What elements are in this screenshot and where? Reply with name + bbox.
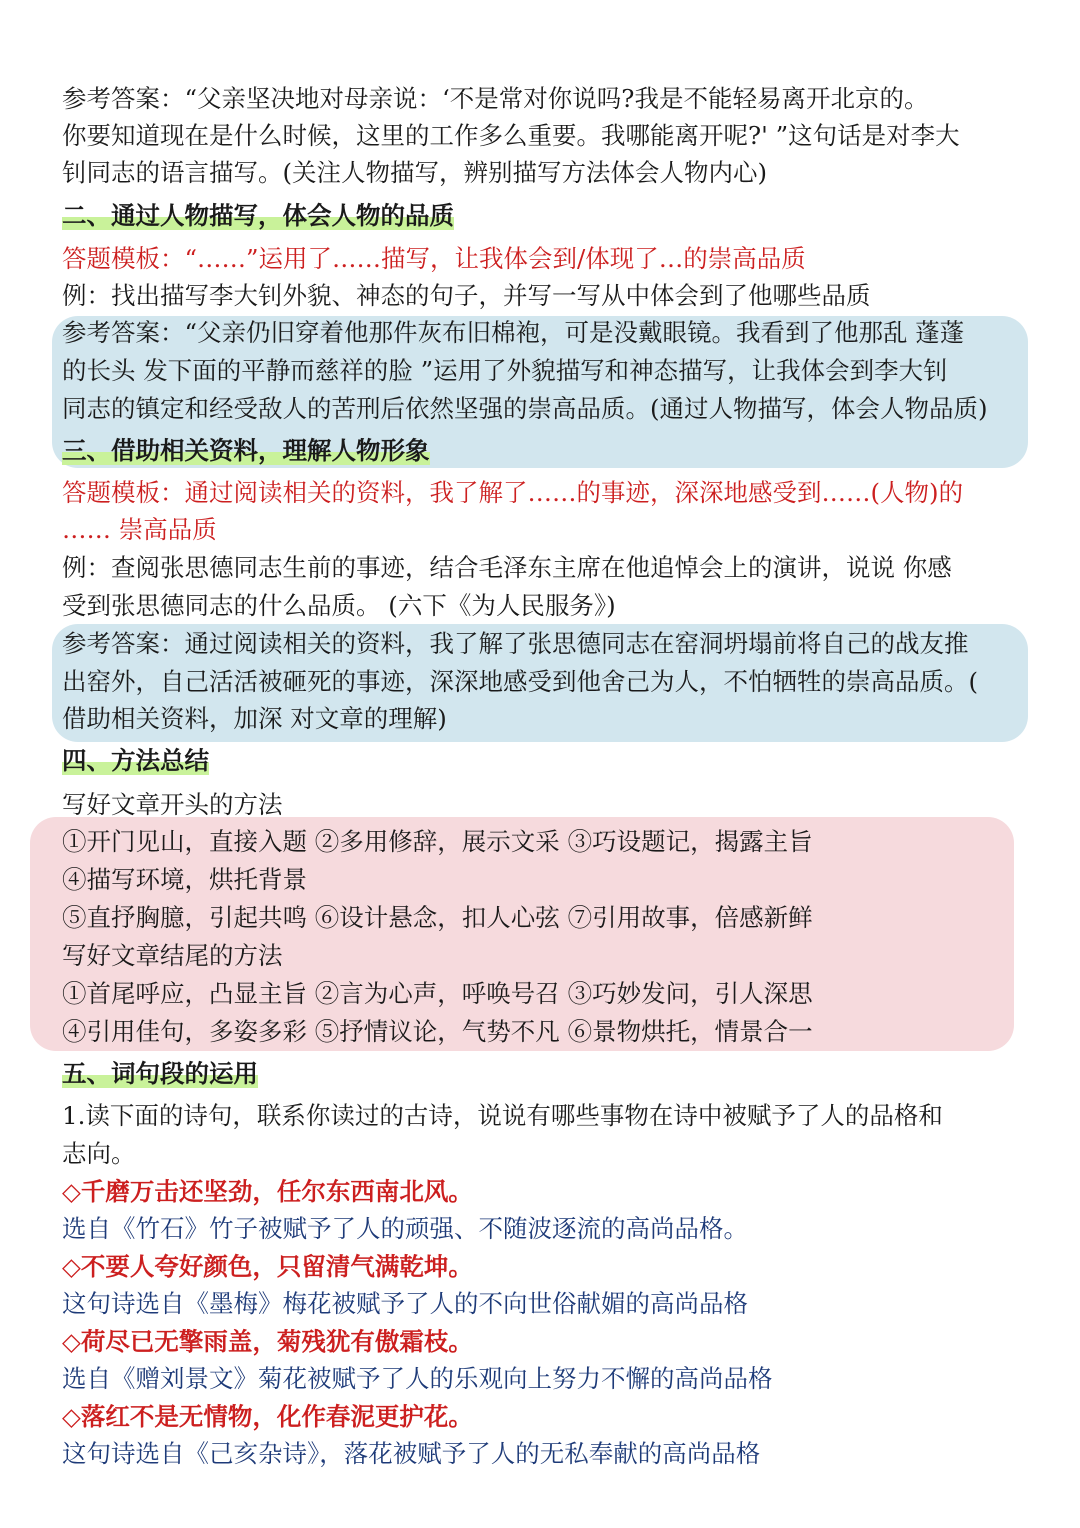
example-question: 例：找出描写李大钊外貌、神态的句子，并写一写从中体会到了他哪些品质 xyxy=(62,281,871,310)
method-list-line: ④引用佳句，多姿多彩 ⑤抒情议论，气势不凡 ⑥景物烘托，情景合一 xyxy=(62,1017,813,1046)
poem-verse: ◇落红不是无情物，化作春泥更护花。 xyxy=(62,1402,473,1431)
poem-verse: ◇千磨万击还坚劲，任尔东西南北风。 xyxy=(62,1177,473,1206)
method-title: 写好文章结尾的方法 xyxy=(62,941,283,970)
answer-template: …… 崇高品质 xyxy=(62,515,217,544)
answer-template: 答题模板：通过阅读相关的资料，我了解了……的事迹，深深地感受到……(人物)的 xyxy=(62,478,964,507)
poem-note: 选自《竹石》竹子被赋予了人的顽强、不随波逐流的高尚品格。 xyxy=(62,1214,748,1243)
method-list-line: ①开门见山，直接入题 ②多用修辞，展示文采 ③巧设题记，揭露主旨 xyxy=(62,827,813,856)
answer-text: 参考答案：“父亲仍旧穿着他那件灰布旧棉袍，可是没戴眼镜。我看到了他那乱 蓬蓬 xyxy=(62,318,965,347)
method-list-line: ④描写环境，烘托背景 xyxy=(62,865,307,894)
answer-text: 同志的镇定和经受敌人的苦刑后依然坚强的崇高品质。(通过人物描写，体会人物品质) xyxy=(62,394,988,423)
poem-note: 选自《赠刘景文》菊花被赋予了人的乐观向上努力不懈的高尚品格 xyxy=(62,1364,773,1393)
section-heading: 四、方法总结 xyxy=(62,746,209,775)
poem-note: 这句诗选自《墨梅》梅花被赋予了人的不向世俗献媚的高尚品格 xyxy=(62,1289,748,1318)
section-heading: 三、借助相关资料，理解人物形象 xyxy=(62,436,430,465)
method-list-line: ⑤直抒胸臆，引起共鸣 ⑥设计悬念，扣人心弦 ⑦引用故事，倍感新鲜 xyxy=(62,903,813,932)
answer-text: 参考答案：“父亲坚决地对母亲说：‘不是常对你说吗?我是不能轻易离开北京的。 xyxy=(62,84,929,113)
section-heading: 二、通过人物描写，体会人物的品质 xyxy=(62,201,454,230)
answer-text: 参考答案：通过阅读相关的资料，我了解了张思德同志在窑洞坍塌前将自己的战友推 xyxy=(62,629,969,658)
example-question: 受到张思德同志的什么品质。 (六下《为人民服务》) xyxy=(62,591,616,620)
answer-template: 答题模板：“……”运用了……描写，让我体会到/体现了…的崇高品质 xyxy=(62,244,806,273)
question-text: 志向。 xyxy=(62,1139,136,1168)
poem-verse: ◇荷尽已无擎雨盖，菊残犹有傲霜枝。 xyxy=(62,1327,473,1356)
answer-text: 借助相关资料，加深 对文章的理解) xyxy=(62,704,447,733)
question-text: 1.读下面的诗句，联系你读过的古诗，说说有哪些事物在诗中被赋予了人的品格和 xyxy=(62,1101,943,1130)
method-title: 写好文章开头的方法 xyxy=(62,790,283,819)
answer-text: 的长头 发下面的平静而慈祥的脸 ”运用了外貌描写和神态描写，让我体会到李大钊 xyxy=(62,356,948,385)
example-question: 例：查阅张思德同志生前的事迹，结合毛泽东主席在他追悼会上的演讲，说说 你感 xyxy=(62,553,952,582)
answer-text: 你要知道现在是什么时候，这里的工作多么重要。我哪能离开呢?' ”这句话是对李大 xyxy=(62,121,960,150)
answer-text: 钊同志的语言描写。(关注人物描写，辨别描写方法体会人物内心) xyxy=(62,158,768,187)
poem-verse: ◇不要人夸好颜色，只留清气满乾坤。 xyxy=(62,1252,473,1281)
poem-note: 这句诗选自《己亥杂诗》，落花被赋予了人的无私奉献的高尚品格 xyxy=(62,1439,761,1468)
method-list-line: ①首尾呼应，凸显主旨 ②言为心声，呼唤号召 ③巧妙发问，引人深思 xyxy=(62,979,813,1008)
answer-text: 出窑外，自己活活被砸死的事迹，深深地感受到他舍己为人，不怕牺牲的崇高品质。( xyxy=(62,667,979,696)
section-heading: 五、词句段的运用 xyxy=(62,1059,258,1088)
